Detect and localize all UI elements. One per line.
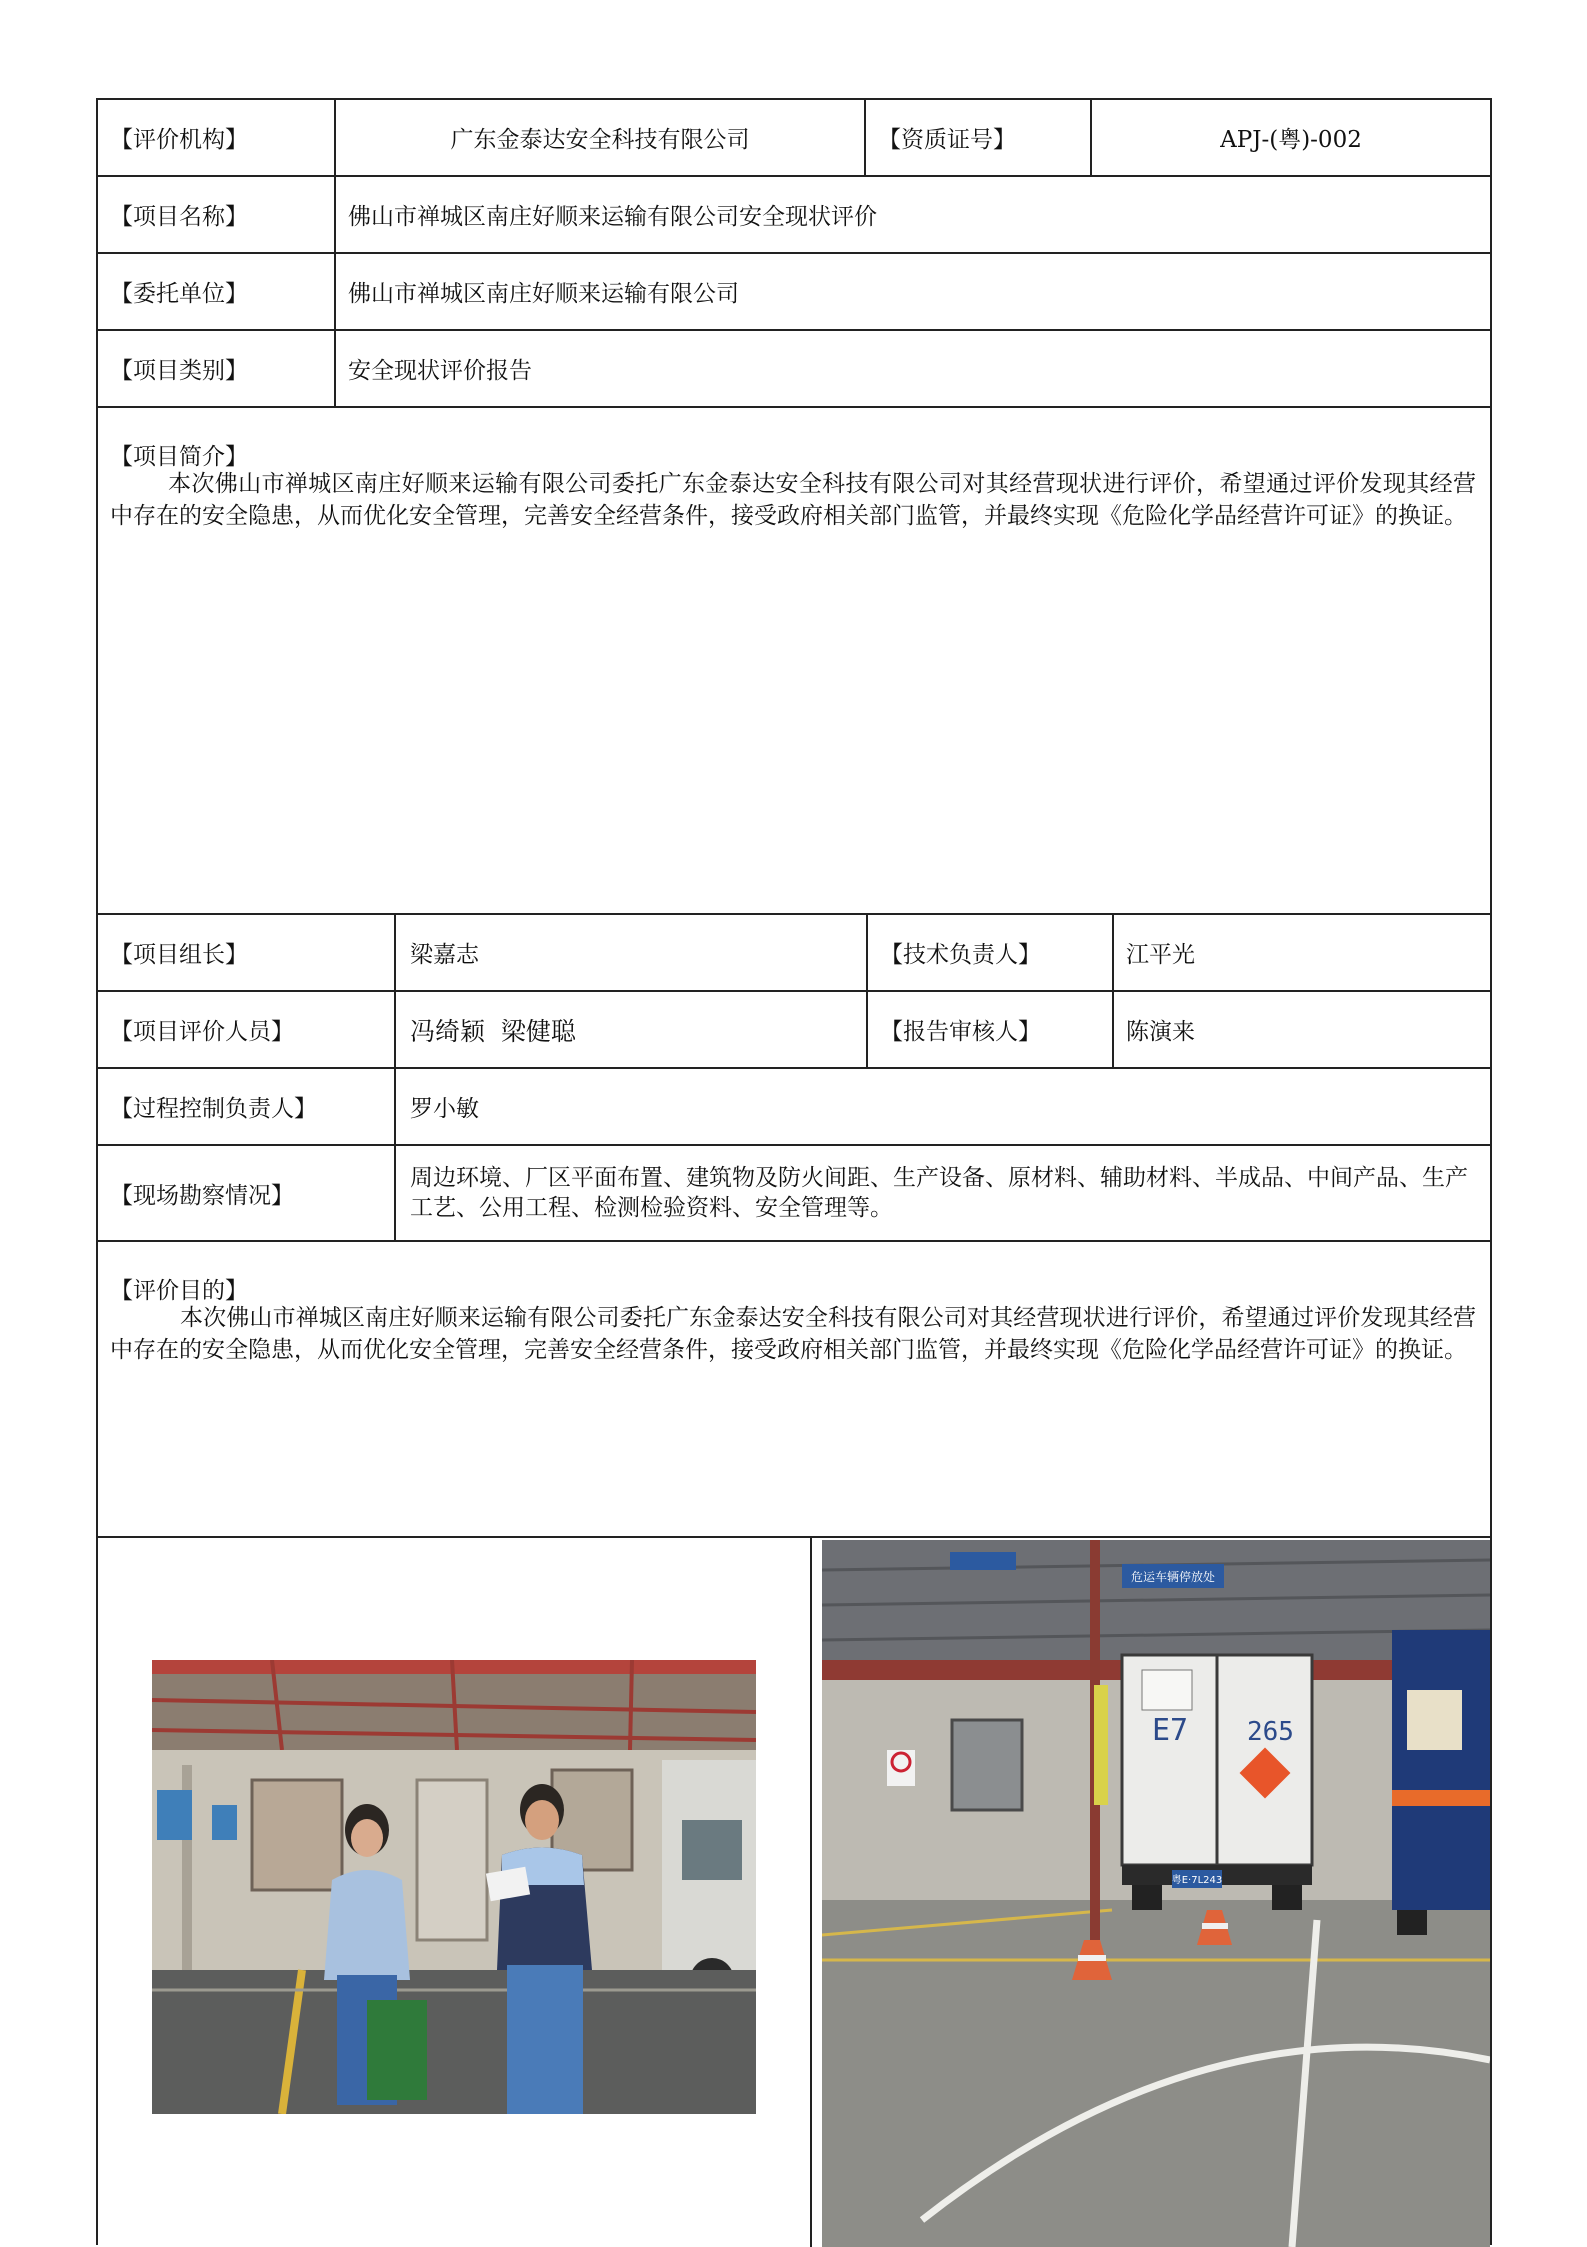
photo-divider bbox=[810, 1538, 812, 2247]
evaluators-row bbox=[98, 992, 1490, 1069]
photo-section bbox=[98, 1538, 1490, 2247]
purpose-text: 本次佛山市禅城区南庄好顺来运输有限公司委托广东金泰达安全科技有限公司对其经营现状进行评价，希望通过评价发现其经营中存在的安全隐患，从而优化安全管理，完善安全经营条件，接受政府相关部门监管，并最终实现《危险化学品经营许可证》的换证。 bbox=[110, 1305, 1476, 1363]
org-value: 广东金泰达安全科技有限公司 bbox=[334, 100, 864, 175]
org-row bbox=[98, 100, 1490, 177]
cert-value: APJ-(粤)-002 bbox=[1090, 100, 1490, 175]
leader-row bbox=[98, 915, 1490, 992]
truck-plate: 粤E·7L243 bbox=[1171, 1875, 1223, 1886]
purpose-section bbox=[98, 1242, 1490, 1538]
site-photo-trucks bbox=[822, 1540, 1490, 2247]
client-value: 佛山市禅城区南庄好顺来运输有限公司 bbox=[334, 254, 1490, 329]
survey-value: 周边环境、厂区平面布置、建筑物及防火间距、生产设备、原材料、辅助材料、半成品、中间产品、生产工艺、公用工程、检测检验资料、安全管理等。 bbox=[394, 1146, 1490, 1240]
evaluators-label: 【项目评价人员】 bbox=[110, 1019, 294, 1045]
project-name-row bbox=[98, 177, 1490, 254]
process-value: 罗小敏 bbox=[394, 1069, 1490, 1144]
evaluation-form bbox=[96, 98, 1492, 2245]
site-photo-people-image bbox=[152, 1660, 756, 2114]
evaluators-value: 冯绮颖 梁健聪 bbox=[394, 992, 866, 1067]
intro-section bbox=[98, 408, 1490, 915]
truck-code-right: 265 bbox=[1247, 1717, 1294, 1747]
project-type-row bbox=[98, 331, 1490, 408]
intro-title: 【项目简介】 bbox=[110, 444, 248, 470]
intro-text: 本次佛山市禅城区南庄好顺来运输有限公司委托广东金泰达安全科技有限公司对其经营现状进行评价，希望通过评价发现其经营中存在的安全隐患，从而优化安全管理，完善安全经营条件，接受政府相关部门监管，并最终实现《危险化学品经营许可证》的换证。 bbox=[110, 471, 1476, 529]
cert-label: 【资质证号】 bbox=[864, 100, 1090, 175]
tech-value: 江平光 bbox=[1112, 915, 1490, 990]
reviewer-label: 【报告审核人】 bbox=[866, 992, 1112, 1067]
survey-label: 【现场勘察情况】 bbox=[110, 1182, 294, 1209]
client-row bbox=[98, 254, 1490, 331]
survey-row bbox=[98, 1146, 1490, 1242]
leader-value: 梁嘉志 bbox=[394, 915, 866, 990]
project-type-value: 安全现状评价报告 bbox=[334, 331, 1490, 406]
site-photo-trucks-image bbox=[822, 1540, 1490, 2247]
truck-code-left: E7 bbox=[1152, 1713, 1189, 1748]
project-name-label: 【项目名称】 bbox=[110, 204, 248, 230]
tech-label: 【技术负责人】 bbox=[866, 915, 1112, 990]
reviewer-value: 陈演来 bbox=[1112, 992, 1490, 1067]
parking-sign-text: 危运车辆停放处 bbox=[1130, 1570, 1216, 1584]
project-name-value: 佛山市禅城区南庄好顺来运输有限公司安全现状评价 bbox=[334, 177, 1490, 252]
site-photo-people bbox=[152, 1660, 756, 2114]
org-label: 【评价机构】 bbox=[110, 127, 248, 153]
process-row bbox=[98, 1069, 1490, 1146]
leader-label: 【项目组长】 bbox=[110, 942, 248, 968]
process-label: 【过程控制负责人】 bbox=[110, 1096, 317, 1122]
purpose-title: 【评价目的】 bbox=[110, 1278, 248, 1304]
project-type-label: 【项目类别】 bbox=[110, 358, 248, 384]
client-label: 【委托单位】 bbox=[110, 281, 248, 307]
